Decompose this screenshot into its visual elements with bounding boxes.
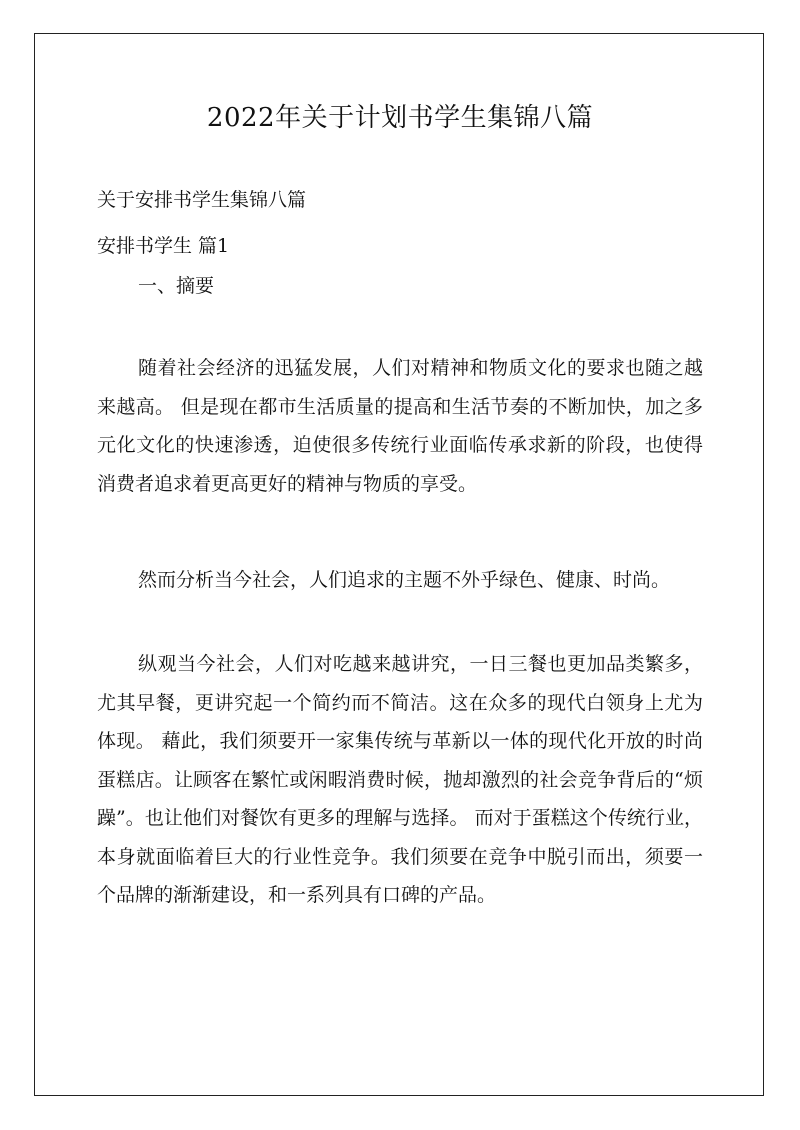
heading-summary: 一、摘要 — [138, 275, 215, 297]
section-label: 安排书学生 篇1 — [97, 235, 230, 257]
paragraph-1: 随着社会经济的迅猛发展，人们对精神和物质文化的要求也随之越来越高。 但是现在都市生活质量的提高和生活节奏的不断加快，加之多元化文化的快速渗透，迫使很多传统行业面临传承求新的阶段，也使得消费者追求着更高更好的精神与物质的享受。 — [97, 357, 703, 495]
paragraph-3: 纵观当今社会，人们对吃越来越讲究，一日三餐也更加品类繁多，尤其早餐，更讲究起一个简约而不简洁。这在众多的现代白领身上尤为体现。 藉此，我们须要开一家集传统与革新以一体的现代化开放的时尚蛋糕店。让顾客在繁忙或闲暇消费时候，抛却激烈的社会竞争背后的“烦躁”。也让他们对餐饮有更多的理解与选择。 而对于蛋糕这个传统行业，本身就面临着巨大的行业性竞争。我们须要在竞争中脱引而出，须要一个品牌的渐渐建设，和一系列具有口碑的产品。 — [97, 653, 703, 906]
document-title: 2022年关于计划书学生集锦八篇 — [206, 103, 594, 133]
document-subtitle: 关于安排书学生集锦八篇 — [97, 189, 307, 211]
paragraph-2: 然而分析当今社会，人们追求的主题不外乎绿色、健康、时尚。 — [138, 569, 671, 591]
